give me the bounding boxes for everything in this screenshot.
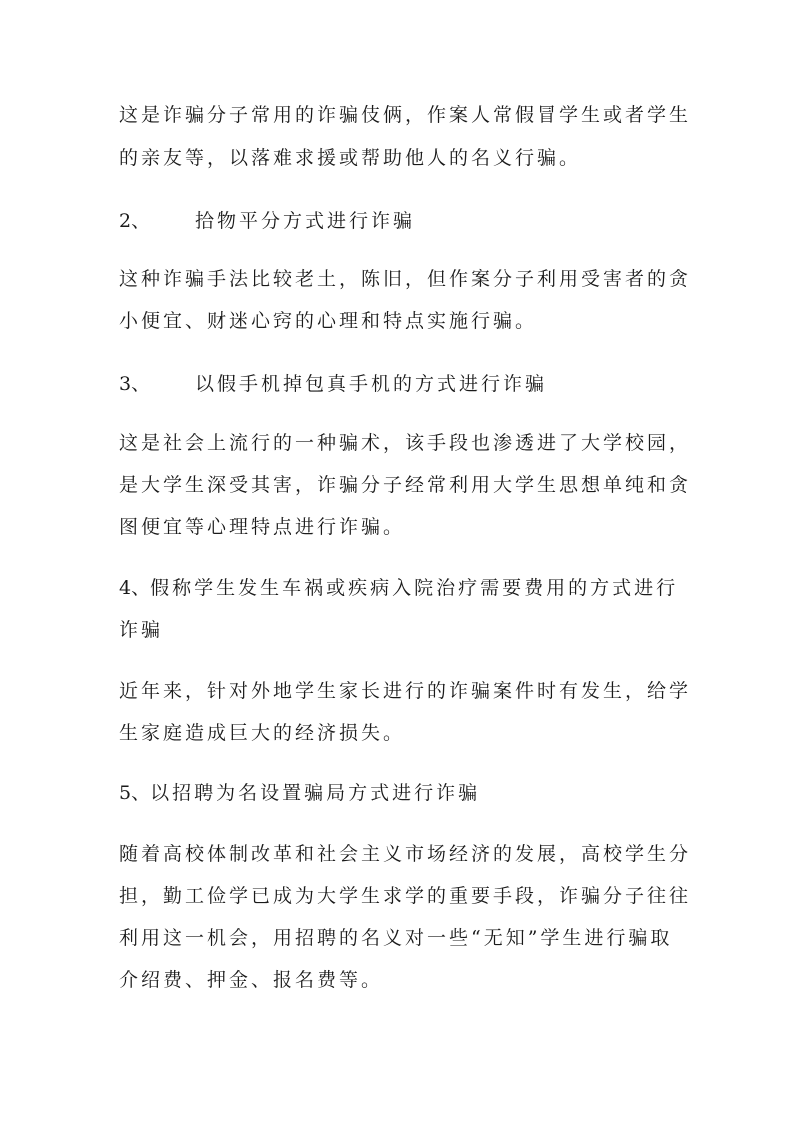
paragraph-line: 担，勤工俭学已成为大学生求学的重要手段，诈骗分子往往 [119, 885, 692, 907]
paragraph-line: 这是社会上流行的一种骗术，该手段也渗透进了大学校园， [119, 432, 692, 454]
item-4-heading [119, 576, 678, 600]
paragraph-line: 图便宜等心理特点进行诈骗。 [119, 516, 406, 538]
item-4-title-continued: 诈骗 [119, 619, 164, 641]
paragraph-line: 随着高校体制改革和社会主义市场经济的发展，高校学生分 [119, 843, 692, 865]
item-3-number: 3、 [119, 373, 151, 395]
item-5-number: 5、 [119, 782, 151, 804]
item-4-number: 4、 [119, 577, 151, 599]
paragraph-line: 这是诈骗分子常用的诈骗伎俩，作案人常假冒学生或者学生 [119, 104, 692, 126]
paragraph-line: 小便宜、财迷心窍的心理和特点实施行骗。 [119, 310, 538, 332]
paragraph-line: 生家庭造成巨大的经济损失。 [119, 722, 406, 744]
paragraph-line: 近年来，针对外地学生家长进行的诈骗案件时有发生，给学 [119, 680, 692, 702]
item-4-title: 假称学生发生车祸或疾病入院治疗需要费用的方式进行 [150, 577, 679, 599]
paragraph-line: 介绍费、押金、报名费等。 [119, 969, 384, 991]
item-2-title: 拾物平分方式进行诈骗 [195, 210, 416, 232]
paragraph-line: 的亲友等，以落难求援或帮助他人的名义行骗。 [119, 147, 582, 169]
item-3-heading [119, 372, 547, 396]
paragraph-line: 这种诈骗手法比较老土，陈旧，但作案分子利用受害者的贪 [119, 268, 692, 290]
item-5-title: 以招聘为名设置骗局方式进行诈骗 [150, 782, 481, 804]
item-2-heading [119, 209, 415, 233]
paragraph-line: 利用这一机会，用招聘的名义对一些“无知”学生进行骗取 [119, 927, 673, 949]
paragraph-line: 是大学生深受其害，诈骗分子经常利用大学生思想单纯和贪 [119, 474, 692, 496]
item-5-heading [119, 781, 480, 805]
item-2-number: 2、 [119, 210, 151, 232]
item-3-title: 以假手机掉包真手机的方式进行诈骗 [195, 373, 548, 395]
